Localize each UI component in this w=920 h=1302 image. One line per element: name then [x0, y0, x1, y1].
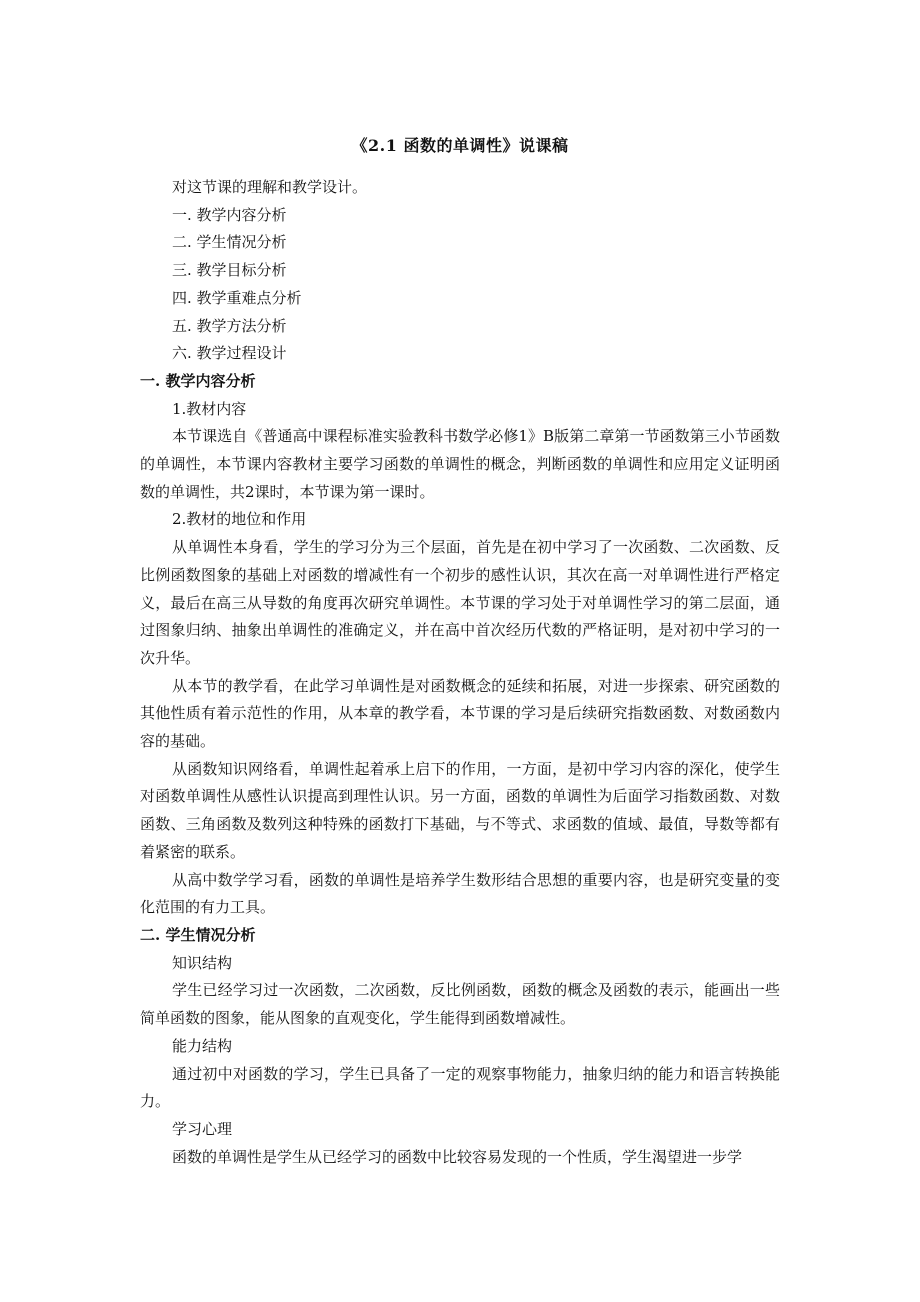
- document-title: 《2.1 函数的单调性》说课稿: [351, 136, 569, 155]
- paragraph: 从本节的教学看，在此学习单调性是对函数概念的延续和拓展，对进一步探索、研究函数的其他性质有着示范性的作用，从本章的教学看，本节课的学习是后续研究指数函数、对数函数内容的基础。: [140, 676, 780, 751]
- outline-item: 五. 教学方法分析: [172, 316, 287, 335]
- outline-item: 四. 教学重难点分析: [172, 288, 302, 307]
- outline-item: 三. 教学目标分析: [172, 261, 287, 280]
- outline-item: 六. 教学过程设计: [172, 344, 287, 363]
- paragraph: 本节课选自《普通高中课程标准实验教科书数学必修1》B版第二章第一节函数第三小节函数的单调性，本节课内容教材主要学习函数的单调性的概念，判断函数的单调性和应用定义证明函数的单调性，共2课时，本节课为第一课时。: [140, 427, 780, 501]
- subsection-heading: 能力结构: [172, 1036, 233, 1055]
- paragraph: 通过初中对函数的学习，学生已具备了一定的观察事物能力，抽象归纳的能力和语言转换能力。: [140, 1064, 780, 1111]
- outline-item: 一. 教学内容分析: [172, 205, 287, 224]
- subsection-heading: 学习心理: [172, 1119, 233, 1138]
- section-heading: 二. 学生情况分析: [140, 925, 256, 944]
- outline-item: 二. 学生情况分析: [172, 233, 287, 252]
- subsection-heading: 1.教材内容: [172, 399, 247, 418]
- subsection-heading: 2.教材的地位和作用: [172, 510, 307, 529]
- paragraph: 从单调性本身看，学生的学习分为三个层面，首先是在初中学习了一次函数、二次函数、反比例函数图象的基础上对函数的增减性有一个初步的感性认识，其次在高一对单调性进行严格定义，最后在高三从导数的角度再次研究单调性。本节课的学习处于对单调性学习的第二层面，通过图象归纳、抽象出单调性的准确定义，并在高中首次经历代数的严格证明，是对初中学习的一次升华。: [140, 538, 780, 667]
- subsection-heading: 知识结构: [172, 953, 233, 972]
- paragraph: 学生已经学习过一次函数，二次函数，反比例函数，函数的概念及函数的表示，能画出一些简单函数的图象，能从图象的直观变化，学生能得到函数增减性。: [140, 981, 780, 1028]
- section-heading: 一. 教学内容分析: [140, 371, 256, 390]
- paragraph: 函数的单调性是学生从已经学习的函数中比较容易发现的一个性质，学生渴望进一步学: [172, 1147, 743, 1166]
- document-body: [140, 174, 780, 1171]
- paragraph: 从函数知识网络看，单调性起着承上启下的作用，一方面，是初中学习内容的深化，使学生对函数单调性从感性认识提高到理性认识。另一方面，函数的单调性为后面学习指数函数、对数函数、三角函数及数列这种特殊的函数打下基础，与不等式、求函数的值域、最值，导数等都有着紧密的联系。: [140, 759, 780, 861]
- paragraph: 从高中数学学习看，函数的单调性是培养学生数形结合思想的重要内容，也是研究变量的变化范围的有力工具。: [140, 870, 780, 917]
- intro-text: 对这节课的理解和教学设计。: [172, 178, 368, 196]
